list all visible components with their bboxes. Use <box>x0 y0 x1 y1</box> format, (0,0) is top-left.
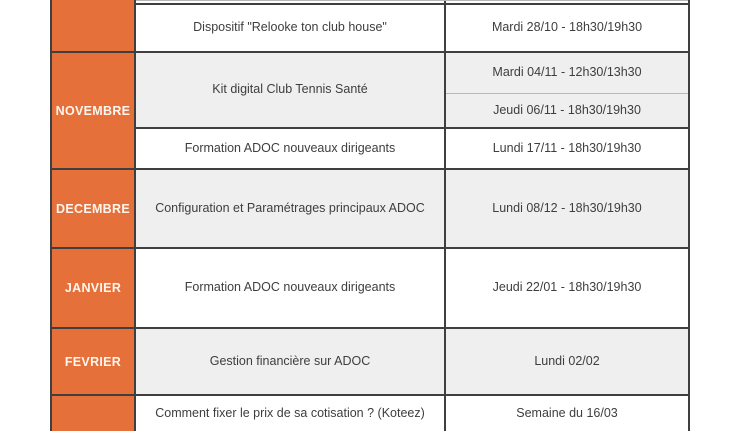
column-divider-month-event <box>134 0 136 431</box>
date-cell-08-12: Lundi 08/12 - 18h30/19h30 <box>446 170 688 247</box>
date-cell-06-11: Jeudi 06/11 - 18h30/19h30 <box>446 94 688 127</box>
event-cell-configuration: Configuration et Paramétrages principaux ADOC <box>136 170 444 247</box>
row-divider-6 <box>50 327 690 329</box>
month-cell-fevrier: FEVRIER <box>64 354 122 369</box>
month-cell-decembre: DECEMBRE <box>56 201 130 216</box>
date-cell-16-03: Semaine du 16/03 <box>446 396 688 431</box>
date-cell-28-10: Mardi 28/10 - 18h30/19h30 <box>446 5 688 51</box>
session-divider-light <box>446 93 688 94</box>
row-divider-3 <box>134 127 690 129</box>
date-cell-22-01: Jeudi 22/01 - 18h30/19h30 <box>446 249 688 327</box>
month-cell-bottom-cutoff <box>52 396 134 431</box>
month-cell-top-cutoff <box>52 0 134 51</box>
date-cell-02-02: Lundi 02/02 <box>446 329 688 394</box>
month-cell-janvier: JANVIER <box>64 281 122 295</box>
row-divider-7 <box>50 394 690 396</box>
event-cell-formation-adoc-nov: Formation ADOC nouveaux dirigeants <box>136 129 444 168</box>
date-cell-17-11: Lundi 17/11 - 18h30/19h30 <box>446 129 688 168</box>
event-cell-relooke: Dispositif "Relooke ton club house" <box>136 5 444 51</box>
table-border-left <box>50 0 52 431</box>
event-cell-formation-adoc-jan: Formation ADOC nouveaux dirigeants <box>136 249 444 327</box>
row-divider-4 <box>50 168 690 170</box>
month-cell-novembre: NOVEMBRE <box>55 103 131 118</box>
row-divider-top-light <box>136 0 688 1</box>
date-cell-04-11: Mardi 04/11 - 12h30/13h30 <box>446 53 688 93</box>
row-divider-2 <box>50 51 690 53</box>
column-divider-event-date <box>444 0 446 431</box>
event-cell-cotisation: Comment fixer le prix de sa cotisation ? (Koteez) <box>136 396 444 431</box>
table-border-right <box>688 0 690 431</box>
row-divider-1 <box>134 3 690 5</box>
event-cell-kit-digital: Kit digital Club Tennis Santé <box>136 53 444 127</box>
row-divider-5 <box>50 247 690 249</box>
event-cell-gestion-financiere: Gestion financière sur ADOC <box>136 329 444 394</box>
